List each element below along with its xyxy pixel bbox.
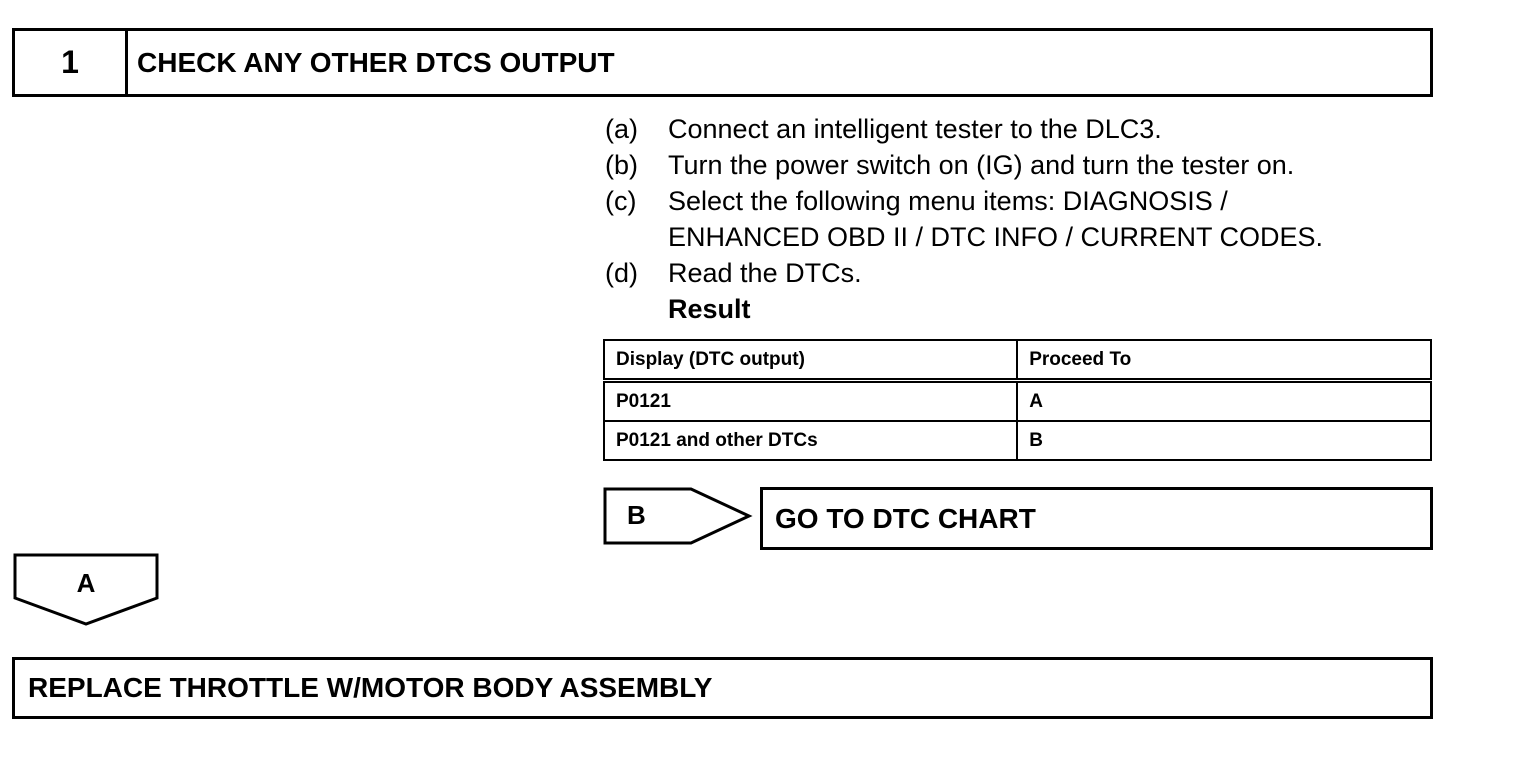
instruction-text: Turn the power switch on (IG) and turn the tester on. [668, 150, 1295, 180]
step-title: CHECK ANY OTHER DTCS OUTPUT [137, 46, 615, 78]
instruction-text: Select the following menu items: DIAGNOSIS / [668, 186, 1228, 216]
instruction-letter: (a) [605, 114, 638, 144]
instruction-text: Connect an intelligent tester to the DLC3. [668, 114, 1162, 144]
table-row [604, 381, 1431, 422]
table-cell: B [1017, 421, 1431, 460]
table-cell: P0121 and other DTCs [604, 421, 1017, 460]
table-header-row [604, 340, 1431, 381]
column-header: Proceed To [1017, 340, 1431, 381]
instruction-letter: (c) [605, 186, 637, 216]
instruction-text: ENHANCED OBD II / DTC INFO / CURRENT CODES. [668, 222, 1324, 252]
table-cell: A [1017, 381, 1431, 422]
instruction-text: Read the DTCs. [668, 258, 862, 288]
step-number: 1 [15, 31, 128, 94]
branch-b-label: B [627, 500, 646, 530]
instruction-letter: (b) [605, 150, 638, 180]
next-step-box: REPLACE THROTTLE W/MOTOR BODY ASSEMBLY [12, 657, 1433, 719]
branch-b-arrow-icon [603, 487, 753, 545]
branch-a-label: A [76, 568, 96, 598]
table-row [604, 421, 1431, 460]
column-header: Display (DTC output) [604, 340, 1017, 381]
step-header [12, 28, 1433, 97]
instruction-letter: (d) [605, 258, 638, 288]
go-to-dtc-chart-box: GO TO DTC CHART [760, 487, 1433, 550]
table-cell: P0121 [604, 381, 1017, 422]
result-heading: Result [668, 294, 751, 324]
result-table [603, 339, 1432, 461]
